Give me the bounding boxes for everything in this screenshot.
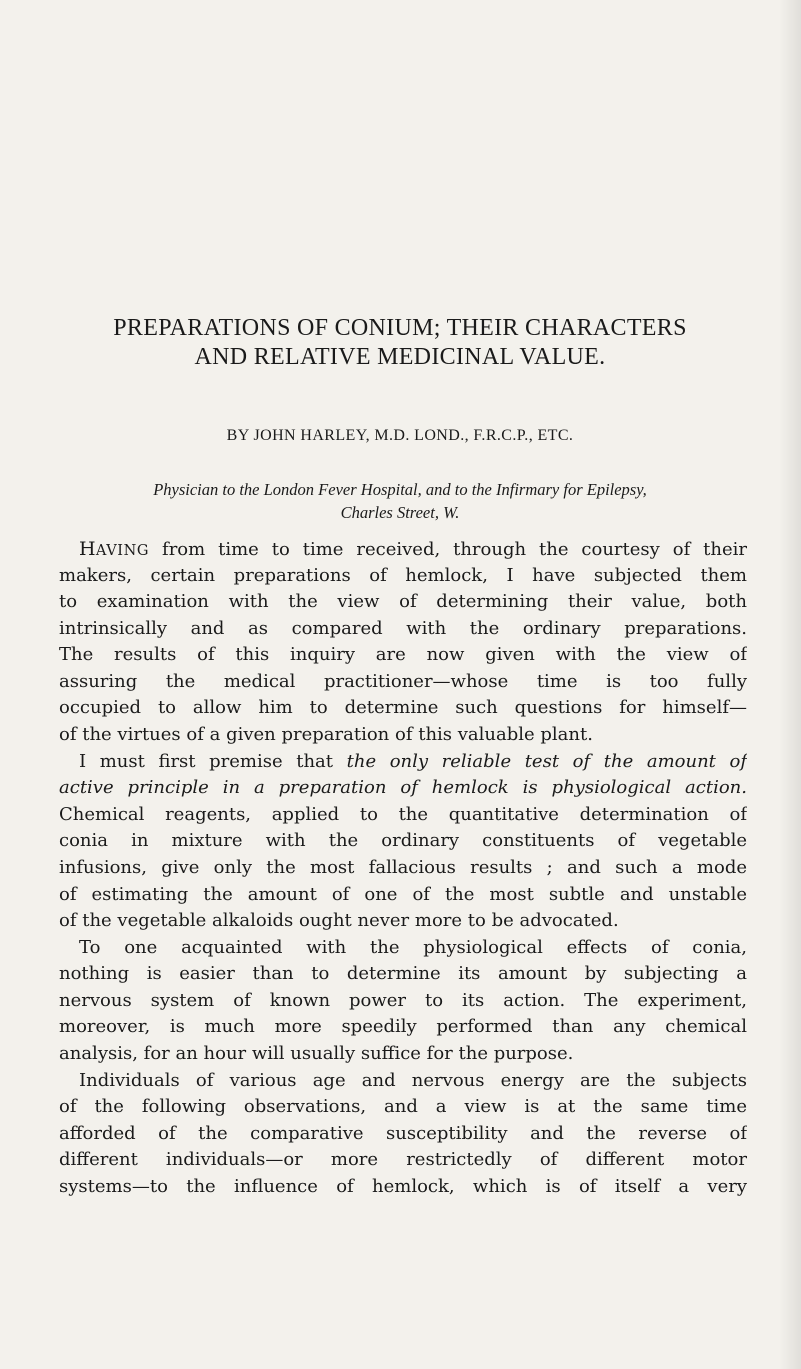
body-line-5: The results of this inquiry are now given with the view of — [59, 644, 747, 666]
body-line-18: nervous system of known power to its action. The experiment, — [59, 989, 747, 1011]
article-title — [60, 314, 740, 372]
title-line-2: AND RELATIVE MEDICINAL VALUE. — [194, 344, 606, 370]
body-line-19: moreover, is much more speedily performed than any chemical — [59, 1016, 747, 1038]
body-line-1: HAVING from time to time received, through the courtesy of their — [79, 538, 747, 560]
author-affiliation — [60, 478, 740, 524]
body-line-14: of estimating the amount of one of the most subtle and unstable — [59, 883, 747, 905]
body-line-7: occupied to allow him to determine such questions for himself— — [59, 697, 747, 719]
emphasis-text: active principle in a preparation of hemlock is physiological action. — [59, 777, 747, 799]
small-caps-word: AVING — [95, 543, 150, 559]
body-line-2: makers, certain preparations of hemlock, I have subjected them — [59, 564, 747, 586]
body-line-22: of the following observations, and a view is at the same time — [59, 1096, 747, 1118]
body-line-11: Chemical reagents, applied to the quantitative determination of — [59, 803, 747, 825]
body-line-15: of the vegetable alkaloids ought never more to be advocated. — [59, 910, 619, 932]
article-body — [59, 536, 747, 1200]
body-line-6: assuring the medical practitioner—whose time is too fully — [59, 670, 747, 692]
body-line-24: different individuals—or more restrictedly of different motor — [59, 1149, 747, 1171]
body-line-4: intrinsically and as compared with the ordinary preparations. — [59, 617, 747, 639]
body-line-20: analysis, for an hour will usually suffice for the purpose. — [59, 1042, 574, 1064]
page-edge-shadow — [779, 0, 801, 1369]
body-line-10 — [59, 775, 747, 802]
author-byline: BY JOHN HARLEY, M.D. LOND., F.R.C.P., ETC. — [226, 427, 574, 444]
body-line-13: infusions, give only the most fallacious results ; and such a mode — [59, 856, 747, 878]
body-line-21: Individuals of various age and nervous energy are the subjects — [79, 1069, 747, 1091]
title-line-1: PREPARATIONS OF CONIUM; THEIR CHARACTERS — [113, 315, 687, 341]
body-line-17: nothing is easier than to determine its amount by subjecting a — [59, 963, 747, 985]
body-line-3: to examination with the view of determining their value, both — [59, 591, 747, 613]
body-line-25: systems—to the influence of hemlock, which is of itself a very — [59, 1175, 747, 1197]
emphasis-text: the only reliable test of the amount of — [346, 750, 747, 772]
body-line-8: of the virtues of a given preparation of this valuable plant. — [59, 724, 593, 746]
affiliation-line-1: Physician to the London Fever Hospital, and to the Infirmary for Epilepsy, — [153, 480, 647, 499]
body-line-16: To one acquainted with the physiological effects of conia, — [79, 936, 747, 958]
drop-initial: H — [79, 538, 96, 560]
body-line-23: afforded of the comparative susceptibility and the reverse of — [59, 1122, 747, 1144]
body-line-9: I must first premise that the only reliable test of the amount of — [79, 750, 747, 772]
body-line-12: conia in mixture with the ordinary constituents of vegetable — [59, 830, 747, 852]
affiliation-line-2: Charles Street, W. — [340, 503, 460, 522]
